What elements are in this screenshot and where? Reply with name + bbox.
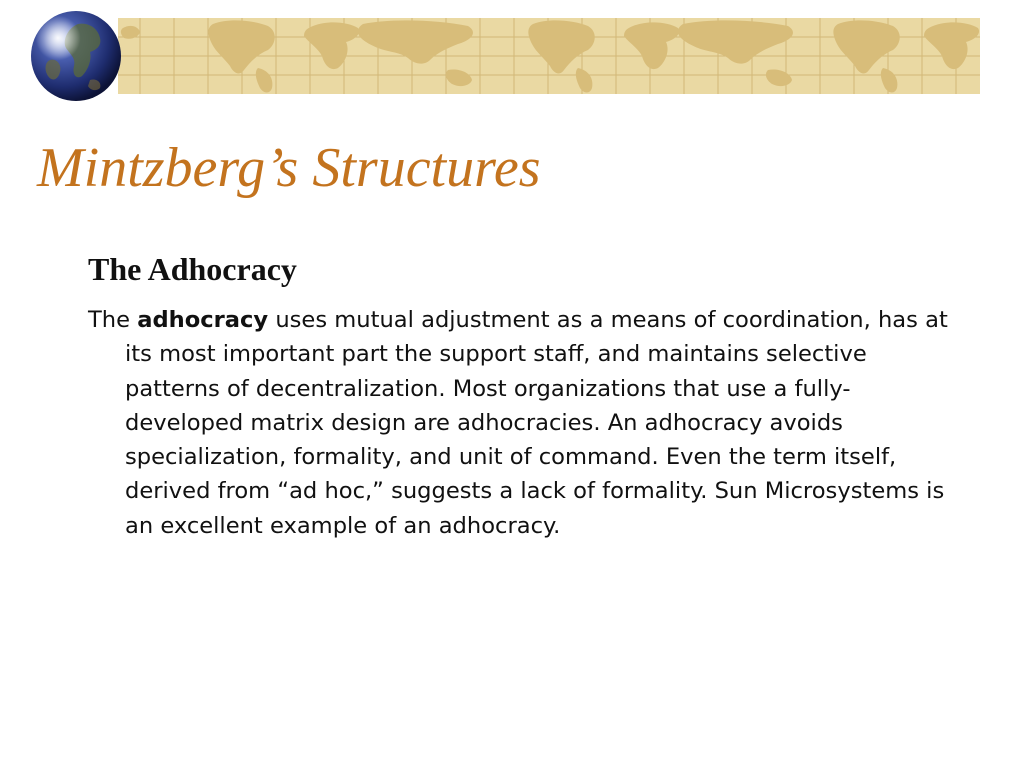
paragraph-rest: uses mutual adjustment as a means of coordination, has at its most important part the support staff, and maintains selective patterns of decentralization. Most organizations that use a fully-developed matrix design are adhocracies. An adhocracy avoids specialization, formality, and unit of command. Even the term itself, derived from “ad hoc,” suggests a lack of formality. Sun Microsystems is an excellent example of an adhocracy. [125, 307, 948, 539]
slide-subtitle: The Adhocracy [88, 251, 297, 287]
slide-title: Mintzberg’s Structures [37, 137, 541, 199]
body-paragraph [88, 303, 965, 543]
paragraph-lead: The [88, 307, 138, 333]
globe-icon [30, 10, 122, 102]
bold-term: adhocracy [137, 307, 269, 333]
world-map-banner [118, 18, 980, 94]
